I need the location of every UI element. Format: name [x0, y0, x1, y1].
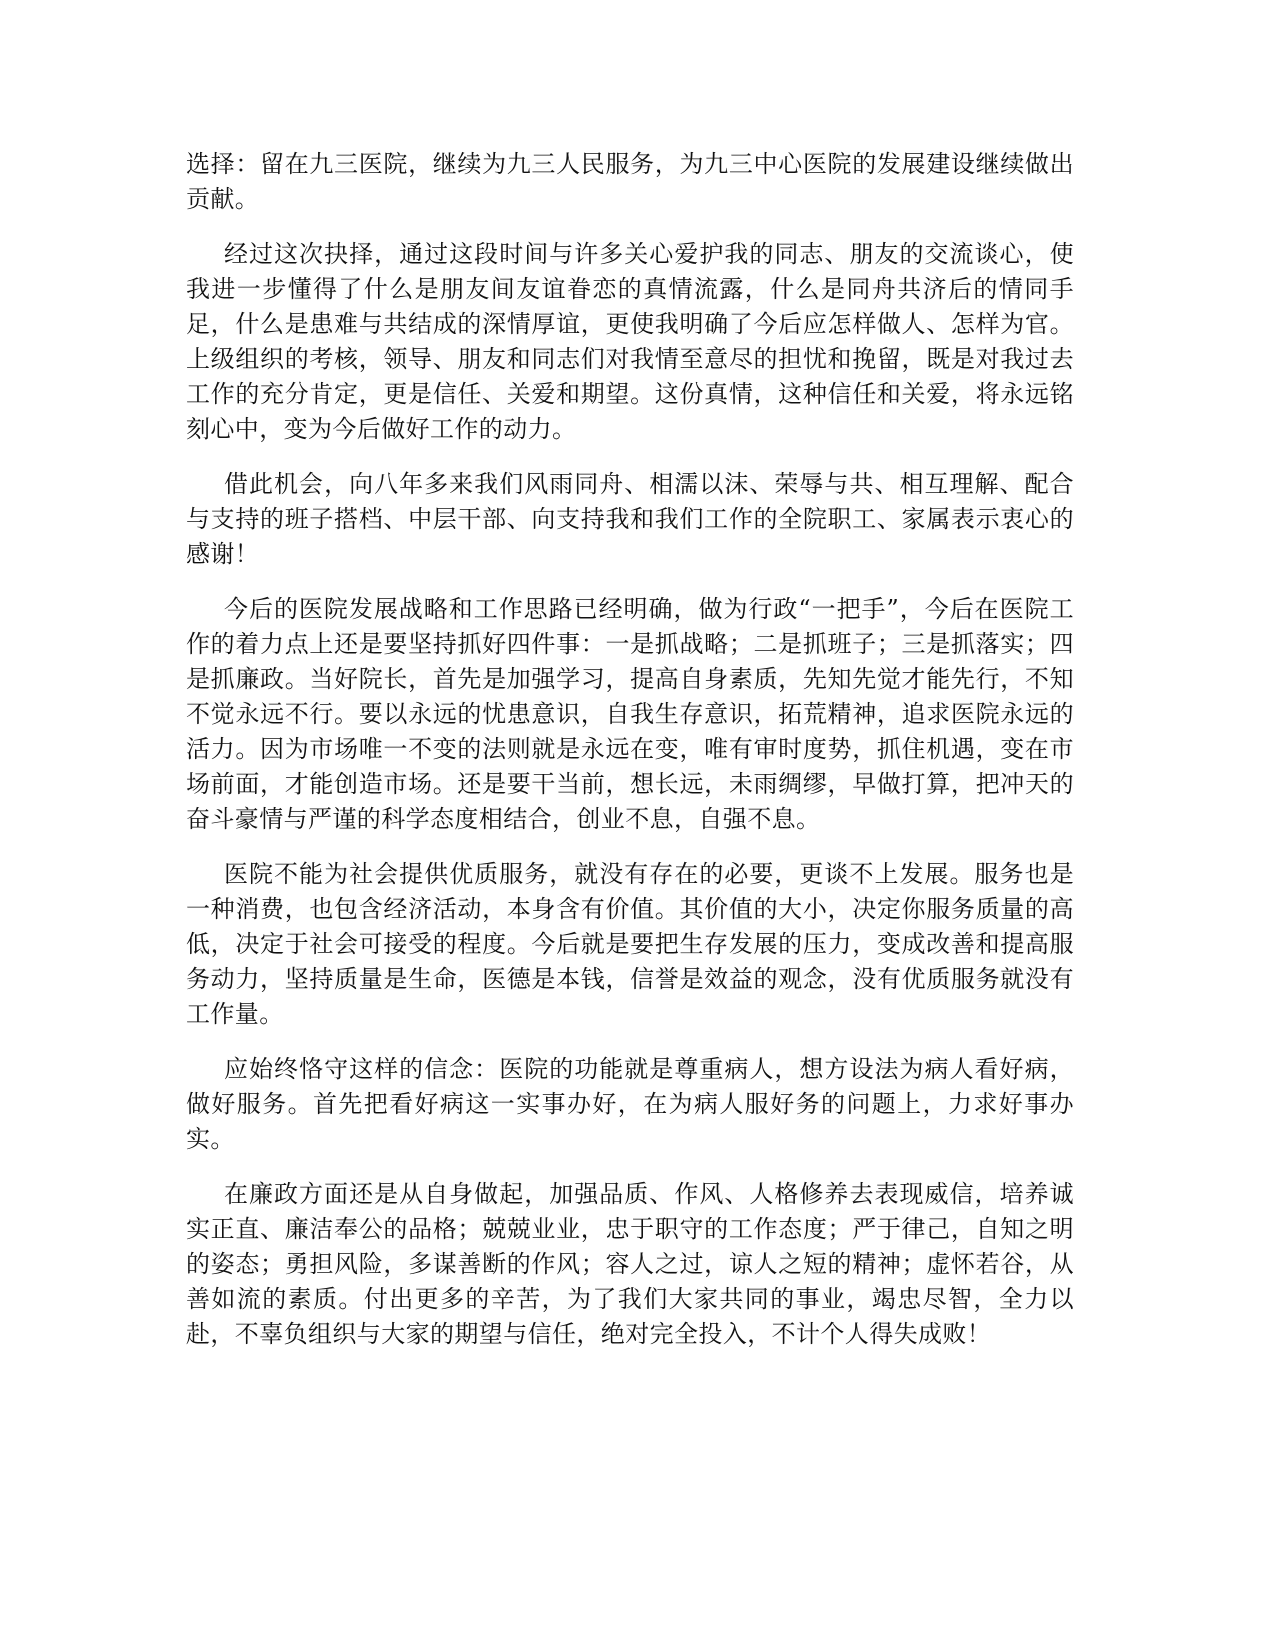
paragraph-7: 在廉政方面还是从自身做起，加强品质、作风、人格修养去表现威信，培养诚实正直、廉洁奉公的品格；兢兢业业，忠于职守的工作态度；严于律己，自知之明的姿态；勇担风险，多谋善断的作风；容人之过，谅人之短的精神；虚怀若谷，从善如流的素质。付出更多的辛苦，为了我们大家共同的事业，竭忠尽智，全力以赴，不辜负组织与大家的期望与信任，绝对完全投入，不计个人得失成败！	[186, 1180, 1074, 1348]
document-body	[186, 147, 1074, 1372]
paragraph-3: 借此机会，向八年多来我们风雨同舟、相濡以沫、荣辱与共、相互理解、配合与支持的班子搭档、中层干部、向支持我和我们工作的全院职工、家属表示衷心的感谢！	[186, 470, 1074, 568]
paragraph-4: 今后的医院发展战略和工作思路已经明确，做为行政“一把手”，今后在医院工作的着力点上还是要坚持抓好四件事：一是抓战略；二是抓班子；三是抓落实；四是抓廉政。当好院长，首先是加强学习，提高自身素质，先知先觉才能先行，不知不觉永远不行。要以永远的忧患意识，自我生存意识，拓荒精神，追求医院永远的活力。因为市场唯一不变的法则就是永远在变，唯有审时度势，抓住机遇，变在市场前面，才能创造市场。还是要干当前，想长远，未雨绸缪，早做打算，把冲天的奋斗豪情与严谨的科学态度相结合，创业不息，自强不息。	[186, 595, 1074, 833]
paragraph-1: 选择：留在九三医院，继续为九三人民服务，为九三中心医院的发展建设继续做出贡献。	[186, 150, 1074, 213]
paragraph-6: 应始终恪守这样的信念：医院的功能就是尊重病人，想方设法为病人看好病，做好服务。首先把看好病这一实事办好，在为病人服好务的问题上，力求好事办实。	[186, 1055, 1074, 1153]
paragraph-2: 经过这次抉择，通过这段时间与许多关心爱护我的同志、朋友的交流谈心，使我进一步懂得了什么是朋友间友谊眷恋的真情流露，什么是同舟共济后的情同手足，什么是患难与共结成的深情厚谊，更使我明确了今后应怎样做人、怎样为官。上级组织的考核，领导、朋友和同志们对我情至意尽的担忧和挽留，既是对我过去工作的充分肯定，更是信任、关爱和期望。这份真情，这种信任和关爱，将永远铭刻心中，变为今后做好工作的动力。	[186, 240, 1074, 443]
paragraph-5: 医院不能为社会提供优质服务，就没有存在的必要，更谈不上发展。服务也是一种消费，也包含经济活动，本身含有价值。其价值的大小，决定你服务质量的高低，决定于社会可接受的程度。今后就是要把生存发展的压力，变成改善和提高服务动力，坚持质量是生命，医德是本钱，信誉是效益的观念，没有优质服务就没有工作量。	[186, 860, 1074, 1028]
